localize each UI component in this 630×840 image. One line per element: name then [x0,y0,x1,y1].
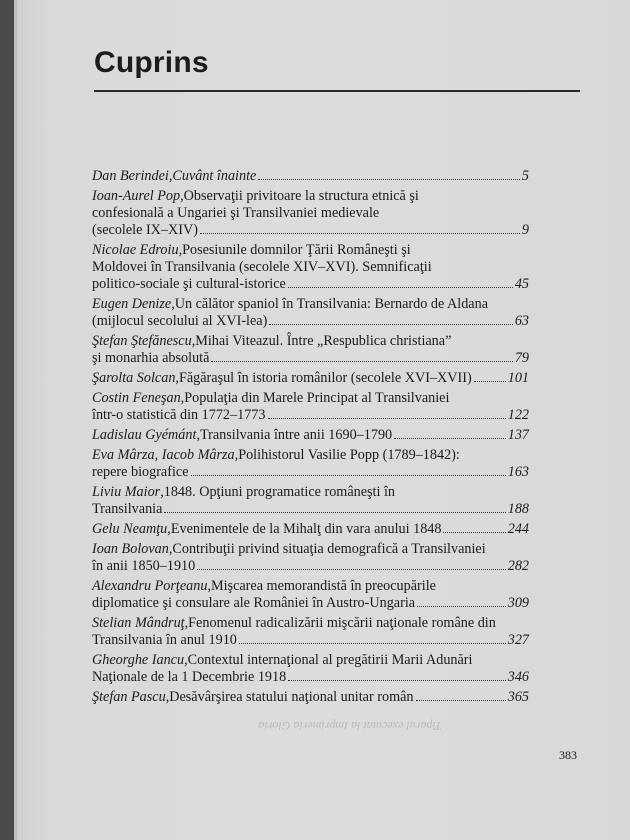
toc-entry-line [92,188,529,205]
toc-entry-page: 365 [507,689,529,705]
toc-entry-page: 122 [507,407,529,423]
toc-entry-author: Gelu Neamţu [92,521,168,537]
toc-entry-line [92,313,529,330]
toc-entry-line [92,558,529,575]
toc-entry-page: 346 [507,669,529,685]
dot-leader [197,569,505,570]
page-title: Cuprins [94,46,209,79]
table-of-contents [92,168,529,709]
toc-entry [92,168,529,185]
toc-entry-author: Stelian Mândruţ [92,615,185,631]
toc-entry-title: politico-sociale şi cultural-istorice [92,276,286,292]
toc-entry-page: 188 [507,501,529,517]
author-separator: , [234,447,239,463]
author-separator: , [184,652,188,668]
toc-entry-author: Ştefan Pascu [92,689,166,705]
author-separator: , [180,188,184,204]
toc-entry [92,188,529,239]
toc-entry-title: (secolele IX–XIV) [92,222,198,238]
toc-entry-page: 101 [507,370,529,386]
toc-entry-line [92,242,529,259]
toc-entry-title: şi monarhia absolută [92,350,210,366]
page-edge [14,0,17,840]
toc-entry-author: Eva Mârza, Iacob Mârza [92,447,235,463]
dot-leader [394,438,506,439]
faint-footer-text: Tiparul executat la Imprimeria Gloria [258,719,442,733]
toc-entry-line [92,370,529,387]
toc-entry-title: Fenomenul radicalizării mişcării naţionale române din [188,615,496,631]
author-separator: , [175,370,179,386]
dot-leader [474,381,506,382]
toc-entry-page: 45 [514,276,529,292]
page-number: 383 [559,748,577,762]
toc-entry-line [92,390,529,407]
dot-leader [191,475,506,476]
toc-entry-line [92,615,529,632]
toc-entry [92,296,529,330]
author-separator: , [168,541,173,557]
author-separator: , [180,390,185,406]
toc-entry-line [92,259,529,276]
toc-entry-line [92,652,529,669]
toc-entry [92,521,529,538]
toc-entry-line [92,595,529,612]
dot-leader [268,418,506,419]
toc-entry-page: 244 [507,521,529,537]
toc-entry [92,615,529,649]
toc-entry-line [92,427,529,444]
toc-entry-title: într-o statistică din 1772–1773 [92,407,266,423]
author-separator: , [178,242,183,258]
toc-entry-author: Costin Feneşan [92,390,181,406]
toc-entry-author: Alexandru Porţeanu [92,578,208,594]
toc-entry-author: Ştefan Ştefănescu [92,333,192,349]
toc-entry-line [92,689,529,706]
toc-entry-title: confesională a Ungariei şi Transilvaniei medievale [92,205,380,221]
toc-entry-title: repere biografice [92,464,189,480]
toc-entry [92,427,529,444]
toc-entry-title: Contribuţii privind situaţia demografică a Transilvaniei [172,541,486,557]
toc-entry-line [92,222,529,239]
toc-entry-page: 9 [521,222,529,238]
toc-entry-line [92,578,529,595]
dot-leader [211,361,512,362]
toc-entry [92,484,529,518]
author-separator: , [165,689,170,705]
toc-entry-title: Făgăraşul în istoria românilor (secolele XVI–XVII) [178,370,472,386]
toc-entry-title: Contextul internaţional al pregătirii Marii Adunări [187,652,473,668]
toc-entry-title: 1848. Opţiuni programatice româneşti în [163,484,396,500]
toc-entry-title: Mihai Viteazul. Între „Respublica christiana” [195,333,452,349]
toc-entry [92,541,529,575]
toc-entry-page: 282 [507,558,529,574]
toc-entry [92,333,529,367]
author-separator: , [160,484,164,500]
toc-entry-line [92,205,529,222]
toc-entry-page: 327 [507,632,529,648]
toc-entry-page: 5 [521,168,529,184]
toc-entry-author: Gheorghe Iancu [92,652,185,668]
toc-entry-title: Transilvania între anii 1690–1790 [199,427,393,443]
toc-entry-title: Observaţii privitoare la structura etnică şi [183,188,419,204]
toc-entry-title: Desăvârşirea statului naţional unitar român [169,689,414,705]
toc-entry [92,652,529,686]
toc-entry-page: 137 [507,427,529,443]
author-separator: , [171,296,175,312]
toc-entry-line [92,484,529,501]
toc-entry-page: 309 [507,595,529,611]
toc-entry-title: Mişcarea memorandistă în preocupările [211,578,436,594]
toc-entry-line [92,407,529,424]
toc-entry-title: Transilvania [92,501,163,517]
dot-leader [258,179,520,180]
toc-entry-title: Cuvânt înainte [172,168,257,184]
toc-entry-title: Naţionale de la 1 Decembrie 1918 [92,669,287,685]
toc-entry-page: 163 [507,464,529,480]
toc-entry-title: în anii 1850–1910 [92,558,196,574]
toc-entry-title: diplomatice şi consulare ale României în Austro-Ungaria [92,595,416,611]
toc-entry-author: Ioan Bolovan [92,541,169,557]
dot-leader [443,532,505,533]
toc-entry-line [92,501,529,518]
dot-leader [200,233,520,234]
toc-entry [92,242,529,293]
toc-entry-line [92,296,529,313]
toc-entry-title: Un călător spaniol în Transilvania: Bernardo de Aldana [174,296,488,312]
toc-entry-line [92,276,529,293]
author-separator: , [168,168,173,184]
title-rule [94,90,580,92]
toc-entry-line [92,464,529,481]
toc-entry-author: Ladislau Gyémánt [92,427,197,443]
toc-entry-title: (mijlocul secolului al XVI-lea) [92,313,268,329]
toc-entry [92,447,529,481]
toc-entry-author: Ioan-Aurel Pop [92,188,181,204]
toc-entry [92,390,529,424]
toc-entry-page: 79 [514,350,529,366]
toc-entry-title: Posesiunile domnilor Ţării Româneşti şi [182,242,411,258]
author-separator: , [191,333,196,349]
toc-entry-line [92,521,529,538]
author-separator: , [184,615,189,631]
toc-entry-author: Şarolta Solcan [92,370,176,386]
dot-leader [288,680,506,681]
toc-entry [92,370,529,387]
dot-leader [416,700,506,701]
toc-entry [92,578,529,612]
author-separator: , [167,521,171,537]
dot-leader [269,324,512,325]
toc-entry-author: Nicolae Edroiu [92,242,179,258]
toc-entry-line [92,541,529,558]
toc-entry-author: Eugen Denize [92,296,172,312]
author-separator: , [196,427,200,443]
toc-entry-title: Populaţia din Marele Principat al Transilvaniei [184,390,450,406]
toc-entry-title: Moldovei în Transilvania (secolele XIV–XVI). Semnificaţii [92,259,432,275]
dot-leader [164,512,505,513]
toc-entry-line [92,333,529,350]
dot-leader [239,643,506,644]
toc-entry-line [92,632,529,649]
toc-entry-title: Transilvania în anul 1910 [92,632,237,648]
toc-entry-page: 63 [514,313,529,329]
dot-leader [288,287,513,288]
author-separator: , [207,578,211,594]
toc-entry-title: Polihistorul Vasilie Popp (1789–1842): [238,447,460,463]
toc-entry-author: Dan Berindei [92,168,169,184]
toc-entry [92,689,529,706]
toc-entry-title: Evenimentele de la Mihalţ din vara anului 1848 [170,521,442,537]
toc-entry-line [92,350,529,367]
toc-entry-line [92,669,529,686]
dot-leader [417,606,506,607]
toc-entry-line [92,447,529,464]
toc-entry-line [92,168,529,185]
toc-entry-author: Liviu Maior [92,484,161,500]
